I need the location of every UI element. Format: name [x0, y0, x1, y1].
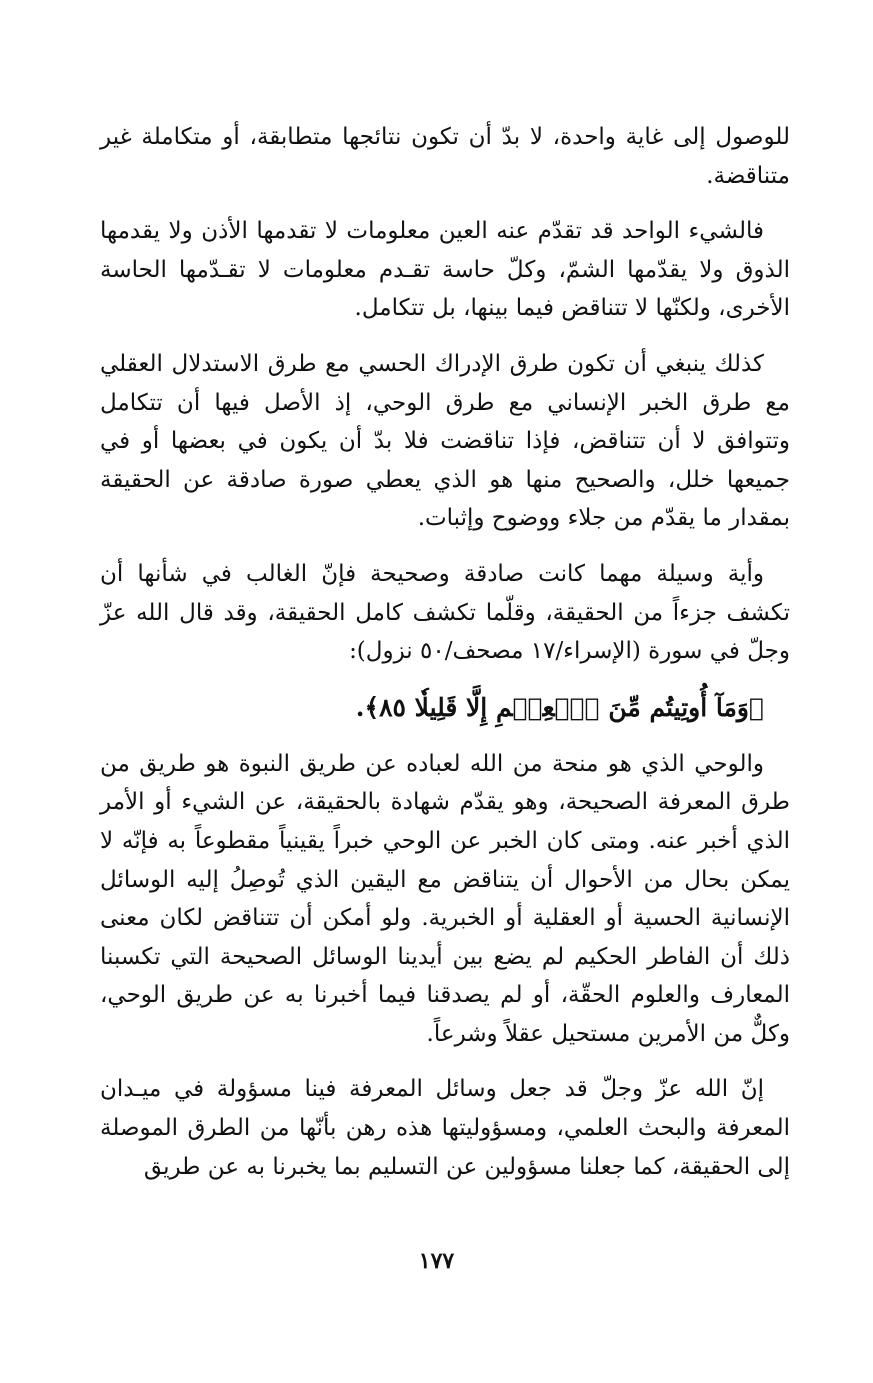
page-body — [100, 118, 790, 1203]
quran-verse: ﴿وَمَآ أُوتِيتُم مِّنَ ٱلۡعِلۡمِ إِلَّا قَلِيلٗا ٨٥﴾. — [355, 692, 764, 722]
paragraph-4: وأية وسيلة مهما كانت صادقة وصحيحة فإنّ الغالب في شأنها أن تكشف جزءاً من الحقيقة، وقلّما تكشف كامل الحقيقة، وقد قال الله عزّ وجلّ في سورة (الإسراء/١٧ مصحف/٥٠ نزول): — [100, 560, 790, 665]
paragraph-3: كذلك ينبغي أن تكون طرق الإدراك الحسي مع طرق الاستدلال العقلي مع طرق الخبر الإنساني مع طرق الوحي، إذ الأصل فيها أن تتكامل وتتوافق لا أن تتناقض، فإذا تناقضت فلا بدّ أن يكون في بعضها أو في جميعها خلل، والصحيح منها هو الذي يعطي صورة صادقة عن الحقيقة بمقدار ما يقدّم من جلاء ووضوح وإثبات. — [100, 350, 790, 532]
paragraph-2: فالشيء الواحد قد تقدّم عنه العين معلومات لا تقدمها الأذن ولا يقدمها الذوق ولا يقدّمها الشمّ، وكلّ حاسة تقـدم معلومات لا تقـدّمها الحاسة الأخرى، ولكنّها لا تتناقض فيما بينها، بل تتكامل. — [100, 218, 790, 322]
paragraph-5: والوحي الذي هو منحة من الله لعباده عن طريق النبوة هو طريق من طرق المعرفة الصحيحة، وهو يقدّم شهادة بالحقيقة، عن الشيء أو الأمر الذي أخبر عنه. ومتى كان الخبر عن الوحي خبراً يقينياً مقطوعاً به فإنّه لا يمكن بحال من الأحوال أن يتناقض مع اليقين الذي تُوصِلُ إليه الوسائل الإنسانية الحسية أو العقلية أو الخبرية. ولو أمكن أن تتناقض لكان معنى ذلك أن الفاطر الحكيم لم يضع بين أيدينا الوسائل الصحيحة التي تكسبنا المعارف والعلوم الحقّة، أو لم يصدقنا فيما أخبرنا به عن طريق الوحي، وكلٌّ من الأمرين مستحيل عقلاً وشرعاً. — [100, 750, 790, 1047]
paragraph-6: إنّ الله عزّ وجلّ قد جعل وسائل المعرفة فينا مسؤولة في ميـدان المعرفة والبحث العلمي، ومسؤوليتها هذه رهن بأنّها من الطرق الموصلة إلى الحقيقة، كما جعلنا مسؤولين عن التسليم بما يخبرنا به عن طريق — [100, 1076, 790, 1180]
paragraph-1: للوصول إلى غاية واحدة، لا بدّ أن تكون نتائجها متطابقة، أو متكاملة غير متناقضة. — [100, 124, 790, 189]
page-number: ١٧٧ — [418, 1248, 455, 1274]
